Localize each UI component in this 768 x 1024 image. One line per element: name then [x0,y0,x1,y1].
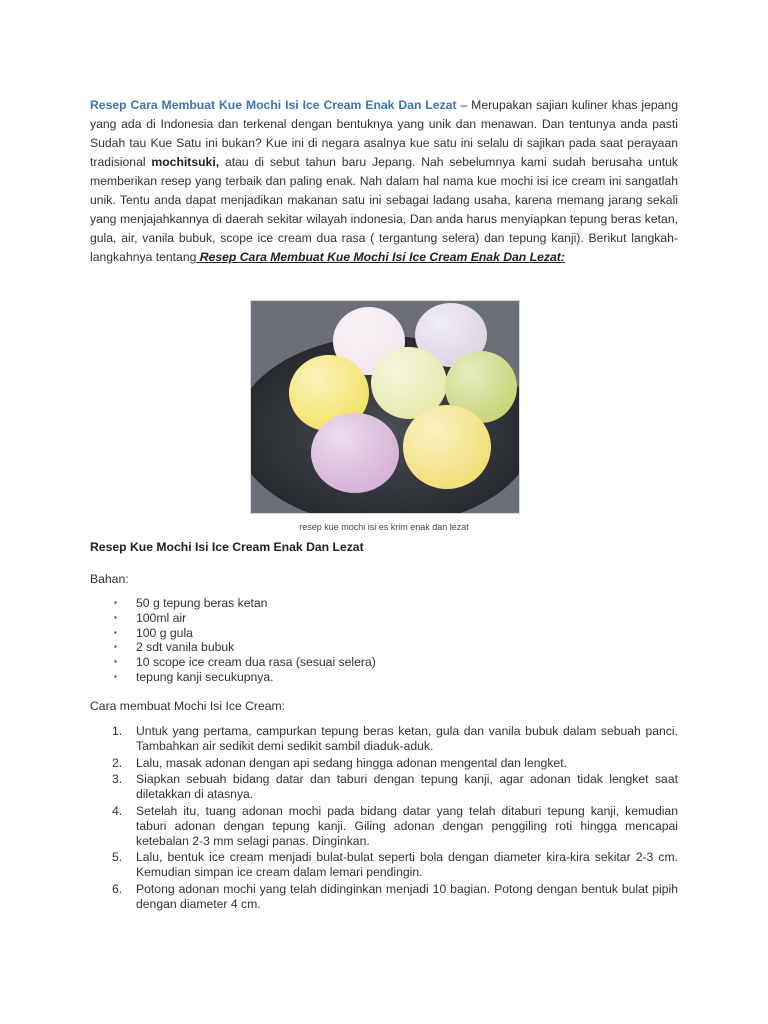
step-text: Lalu, masak adonan dengan api sedang hingga adonan mengental dan lengket. [136,755,567,770]
steps-list [90,724,678,914]
ingredient-item [90,640,376,655]
step-item [90,882,678,912]
bullet-icon: ▪ [114,627,117,637]
step-item [90,756,678,771]
mochi-highlight [311,413,399,493]
recipe-title: Resep Kue Mochi Isi Ice Cream Enak Dan Lezat [90,540,364,554]
ingredient-item [90,655,376,670]
mochi-photo [250,300,520,514]
intro-text-2: atau di sebut tahun baru Jepang. Nah sebelumnya kami sudah berusaha untuk memberikan resep yang terbaik dan paling enak. Nah dalam hal nama kue mochi isi ice cream ini sangatlah unik. Tentu anda dapat menjadikan makanan satu ini sebagai ladang usaha, karena memang jarang sekali yang menjajahkannya di daerah sekitar wilayah indonesia, Dan anda harus menyiapkan tepung beras ketan, gula, air, vanila bubuk, scope ice cream dua rasa ( tergantung selera) dan tepung kanji). Berikut langkah-langkahnya tentang [90,155,678,264]
bullet-icon: ▪ [114,642,117,652]
photo-caption: resep kue mochi isi es krim enak dan lezat [299,522,469,532]
intro-dash: – [456,98,472,112]
ingredient-text: 100 g gula [136,625,193,640]
closing-title-link[interactable]: Resep Cara Membuat Kue Mochi Isi Ice Cream Enak Dan Lezat: [196,250,565,264]
ingredient-item [90,626,376,641]
bullet-icon: ▪ [114,612,117,622]
step-number: 3. [112,772,123,787]
bullet-icon: ▪ [114,657,117,667]
ingredient-text: 10 scope ice cream dua rasa (sesuai selera) [136,655,376,670]
mochitsuki-bold: mochitsuki, [151,155,220,169]
step-text: Setelah itu, tuang adonan mochi pada bidang datar yang telah ditaburi tepung kanji, kemudian taburi adonan dengan tepung kanji. Giling adonan dengan penggiling roti hingga mencapai ketebalan 2-3 mm selagi panas. Dinginkan. [136,803,678,848]
step-text: Lalu, bentuk ice cream menjadi bulat-bulat seperti bola dengan diameter kira-kira sekitar 2-3 cm. Kemudian simpan ice cream dalam lemari pendingin. [136,850,678,880]
intro-text-1: Merupakan sajian kuliner khas jepang yang ada di Indonesia dan terkenal dengan bentuknya yang unik dan menawan. Dan tentunya anda pasti Sudah tau Kue Satu ini bukan? Kue ini di negara asalnya kue satu ini selalu di sajikan pada saat perayaan tradisional [90,98,678,169]
step-item [90,850,678,880]
ingredient-text: 50 g tepung beras ketan [136,596,268,610]
mochi-illustration [251,301,519,513]
bullet-icon: ▪ [114,598,117,607]
step-text: Potong adonan mochi yang telah didinginkan menjadi 10 bagian. Potong dengan bentuk bulat pipih dengan diameter 4 cm. [136,881,678,911]
ingredient-item [90,611,376,626]
title-link[interactable]: Resep Cara Membuat Kue Mochi Isi Ice Cream Enak Dan Lezat [90,98,457,112]
step-number: 1. [112,724,123,738]
step-item [90,724,678,754]
steps-label: Cara membuat Mochi Isi Ice Cream: [90,699,286,713]
ingredients-label: Bahan: [90,572,129,586]
intro-paragraph [90,96,678,267]
step-text: Untuk yang pertama, campurkan tepung beras ketan, gula dan vanila bubuk dalam sebuah panci. Tambahkan air sedikit demi sedikit sambil diaduk-aduk. [136,724,678,753]
mochi-highlight [403,405,491,489]
step-item [90,772,678,802]
bullet-icon: ▪ [114,671,117,681]
document-page [90,96,678,911]
ingredient-text: 2 sdt vanila bubuk [136,640,235,655]
ingredient-item [90,596,376,611]
ingredient-text: 100ml air [136,610,187,625]
step-item [90,804,678,848]
ingredient-text: tepung kanji secukupnya. [136,669,274,684]
step-number: 2. [112,755,123,770]
step-number: 5. [112,850,123,865]
step-text: Siapkan sebuah bidang datar dan taburi dengan tepung kanji, agar adonan tidak lengket saat diletakkan di atasnya. [136,772,678,802]
step-number: 4. [112,803,123,818]
ingredients-list [90,596,376,685]
step-number: 6. [112,881,123,896]
ingredient-item [90,670,376,685]
